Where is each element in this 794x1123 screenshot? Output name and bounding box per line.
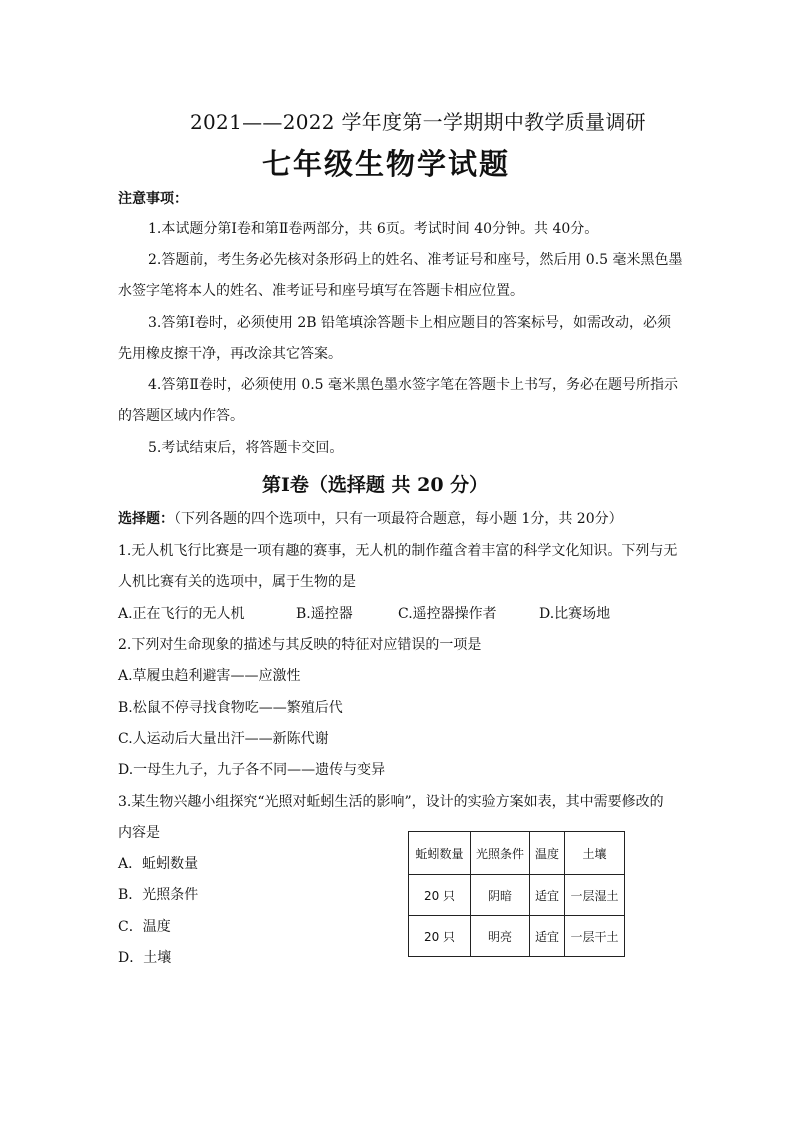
table-header-cell: 光照条件 (471, 832, 530, 875)
table-header-cell: 土壤 (565, 832, 625, 875)
note-item-2-line-1: 2.答题前，考生务必先核对条形码上的姓名、准考证号和座号，然后用 0.5 毫米黑色墨 (148, 252, 683, 268)
instructions-text: （下列各题的四个选项中，只有一项最符合题意，每小题 1分，共 20分） (174, 511, 623, 527)
note-item-2-line-2: 水签字笔将本人的姓名、准考证号和座号填写在答题卡相应位置。 (118, 283, 524, 299)
q1-option-b: B.遥控器 (296, 606, 353, 622)
q2-option-d: D.一母生九子，九子各不同——遗传与变异 (118, 762, 386, 778)
q2-option-b: B.松鼠不停寻找食物吃——繁殖后代 (118, 700, 343, 716)
q1-stem-line-1: 1.无人机飞行比赛是一项有趣的赛事，无人机的制作蕴含着丰富的科学文化知识。下列与无 (118, 543, 678, 559)
exam-header-line: 2021——2022 学年度第一学期期中教学质量调研 (190, 110, 646, 134)
note-item-4-line-1: 4.答第Ⅱ卷时，必须使用 0.5 毫米黑色墨水签字笔在答题卡上书写，务必在题号所指示 (148, 377, 679, 393)
table-row (409, 916, 625, 957)
table-row (409, 875, 625, 916)
section-instructions (118, 508, 623, 528)
table-cell: 20 只 (409, 916, 471, 957)
q3-stem-line-2: 内容是 (118, 825, 160, 841)
experiment-table (408, 831, 625, 957)
table-header-cell: 蚯蚓数量 (409, 832, 471, 875)
exam-title: 七年级生物学试题 (262, 147, 511, 181)
table-header-row (409, 832, 625, 875)
notes-title: 注意事项： (118, 191, 188, 207)
table-cell: 一层干土 (565, 916, 625, 957)
table-cell: 明亮 (471, 916, 530, 957)
table-cell: 阴暗 (471, 875, 530, 916)
q3-option-d: D．土壤 (118, 950, 172, 966)
q3-stem-line-1: 3.某生物兴趣小组探究“光照对蚯蚓生活的影响”，设计的实验方案如表，其中需要修改的 (118, 794, 664, 810)
q1-option-a: A.正在飞行的无人机 (118, 606, 245, 622)
q1-stem-line-2: 人机比赛有关的选项中，属于生物的是 (118, 574, 356, 590)
instructions-label: 选择题： (118, 511, 174, 527)
section-title: 第Ⅰ卷（选择题 共 20 分） (262, 474, 489, 496)
note-item-4-line-2: 的答题区域内作答。 (118, 408, 244, 424)
table-cell: 一层湿土 (565, 875, 625, 916)
note-item-1: 1.本试题分第Ⅰ卷和第Ⅱ卷两部分，共 6页。考试时间 40分钟。共 40分。 (148, 221, 599, 237)
q1-option-d: D.比赛场地 (539, 606, 611, 622)
table-cell: 适宜 (530, 916, 565, 957)
q1-option-c: C.遥控器操作者 (398, 606, 497, 622)
q3-option-a: A．蚯蚓数量 (118, 856, 199, 872)
q2-option-c: C.人运动后大量出汗——新陈代谢 (118, 731, 329, 747)
note-item-3-line-1: 3.答第Ⅰ卷时，必须使用 2B 铅笔填涂答题卡上相应题目的答案标号，如需改动，必须 (148, 315, 671, 331)
note-item-5: 5.考试结束后，将答题卡交回。 (148, 440, 344, 456)
table-cell: 20 只 (409, 875, 471, 916)
q3-option-c: C．温度 (118, 919, 171, 935)
table-cell: 适宜 (530, 875, 565, 916)
q2-option-a: A.草履虫趋利避害——应激性 (118, 668, 301, 684)
table-header-cell: 温度 (530, 832, 565, 875)
q3-option-b: B．光照条件 (118, 887, 199, 903)
q2-stem: 2.下列对生命现象的描述与其反映的特征对应错误的一项是 (118, 637, 482, 653)
note-item-3-line-2: 先用橡皮擦干净，再改涂其它答案。 (118, 346, 342, 362)
